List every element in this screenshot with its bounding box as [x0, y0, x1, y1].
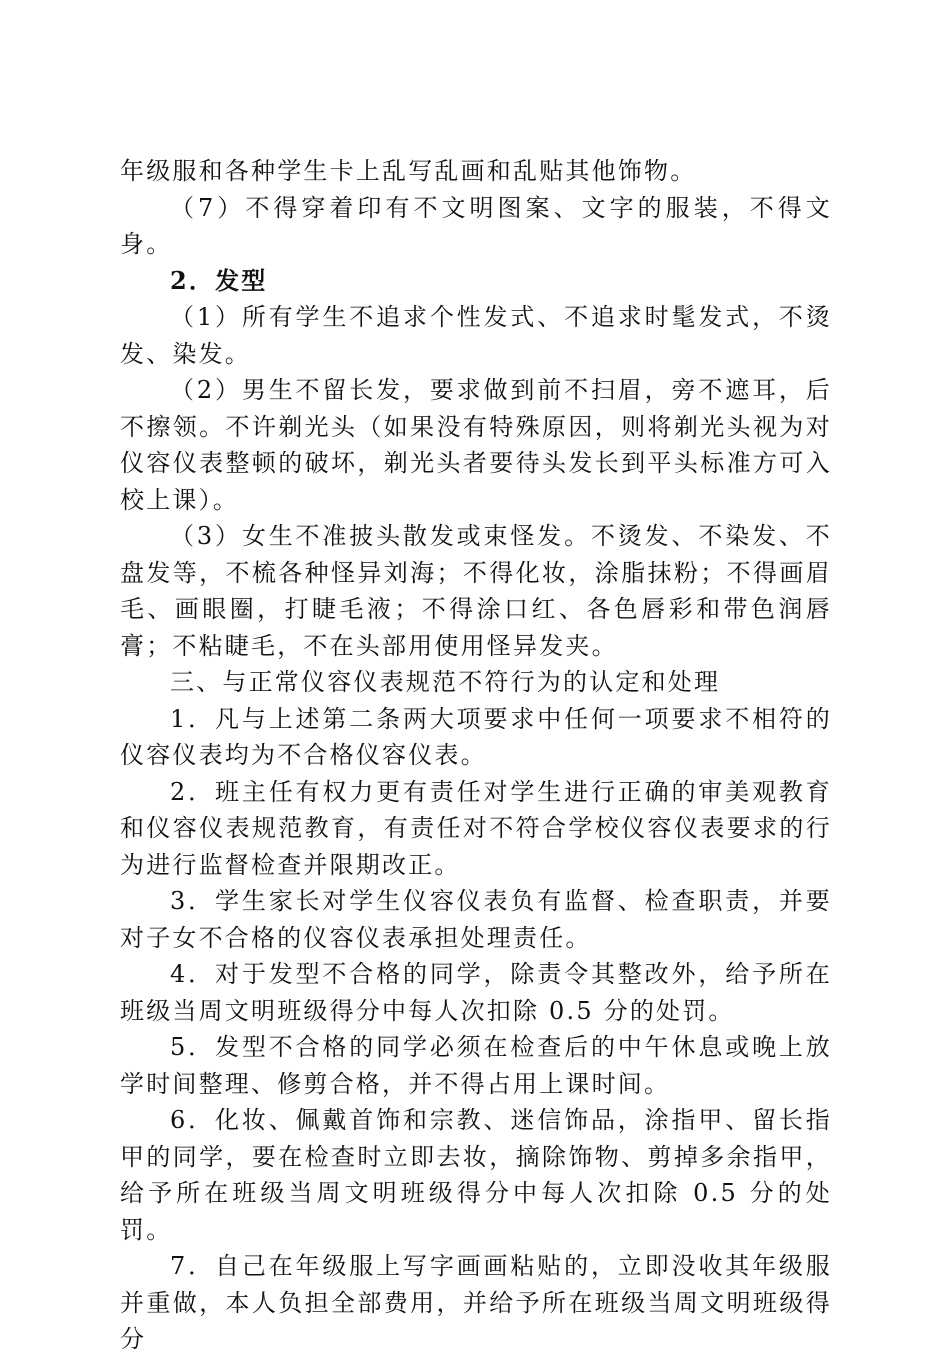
paragraph-rule-1: 1．凡与上述第二条两大项要求中任何一项要求不相符的仪容仪表均为不合格仪容仪表。 [120, 704, 832, 769]
paragraph-rule-5: 5．发型不合格的同学必须在检查后的中午休息或晚上放学时间整理、修剪合格，并不得占用上课时间。 [120, 1033, 832, 1098]
section-heading-hairstyle: 2．发型 [170, 265, 268, 295]
paragraph-rule-2: 2．班主任有权力更有责任对学生进行正确的审美观教育和仪容仪表规范教育，有责任对不符合学校仪容仪表要求的行为进行监督检查并限期改正。 [120, 777, 832, 879]
paragraph-hair-3: （3）女生不准披头散发或束怪发。不烫发、不染发、不盘发等，不梳各种怪异刘海；不得化妆，涂脂抹粉；不得画眉毛、画眼圈，打睫毛液；不得涂口红、各色唇彩和带色润唇膏；不粘睫毛，不在头部用使用怪异发夹。 [120, 522, 832, 660]
paragraph-rule-4: 4．对于发型不合格的同学，除责令其整改外，给予所在班级当周文明班级得分中每人次扣除 0.5 分的处罚。 [120, 960, 832, 1025]
paragraph-hair-2: （2）男生不留长发，要求做到前不扫眉，旁不遮耳，后不擦领。不许剃光头（如果没有特殊原因，则将剃光头视为对仪容仪表整顿的破坏，剃光头者要待头发长到平头标准方可入校上课）。 [120, 376, 832, 514]
paragraph-rule-7: 7．自己在年级服上写字画画粘贴的，立即没收其年级服并重做，本人负担全部费用，并给予所在班级当周文明班级得分 [120, 1252, 832, 1353]
paragraph-rule-3: 3．学生家长对学生仪容仪表负有监督、检查职责，并要对子女不合格的仪容仪表承担处理责任。 [120, 887, 832, 952]
paragraph-continuation: 年级服和各种学生卡上乱写乱画和乱贴其他饰物。 [120, 157, 697, 185]
paragraph-hair-1: （1）所有学生不追求个性发式、不追求时髦发式，不烫发、染发。 [120, 303, 832, 368]
section-heading-three: 三、与正常仪容仪表规范不符行为的认定和处理 [170, 668, 721, 696]
paragraph-rule-6: 6．化妆、佩戴首饰和宗教、迷信饰品，涂指甲、留长指甲的同学，要在检查时立即去妆，摘除饰物、剪掉多余指甲，给予所在班级当周文明班级得分中每人次扣除 0.5 分的处罚。 [120, 1106, 832, 1244]
paragraph-item-7: （7）不得穿着印有不文明图案、文字的服装，不得文身。 [120, 193, 832, 258]
document-page [120, 153, 832, 1358]
